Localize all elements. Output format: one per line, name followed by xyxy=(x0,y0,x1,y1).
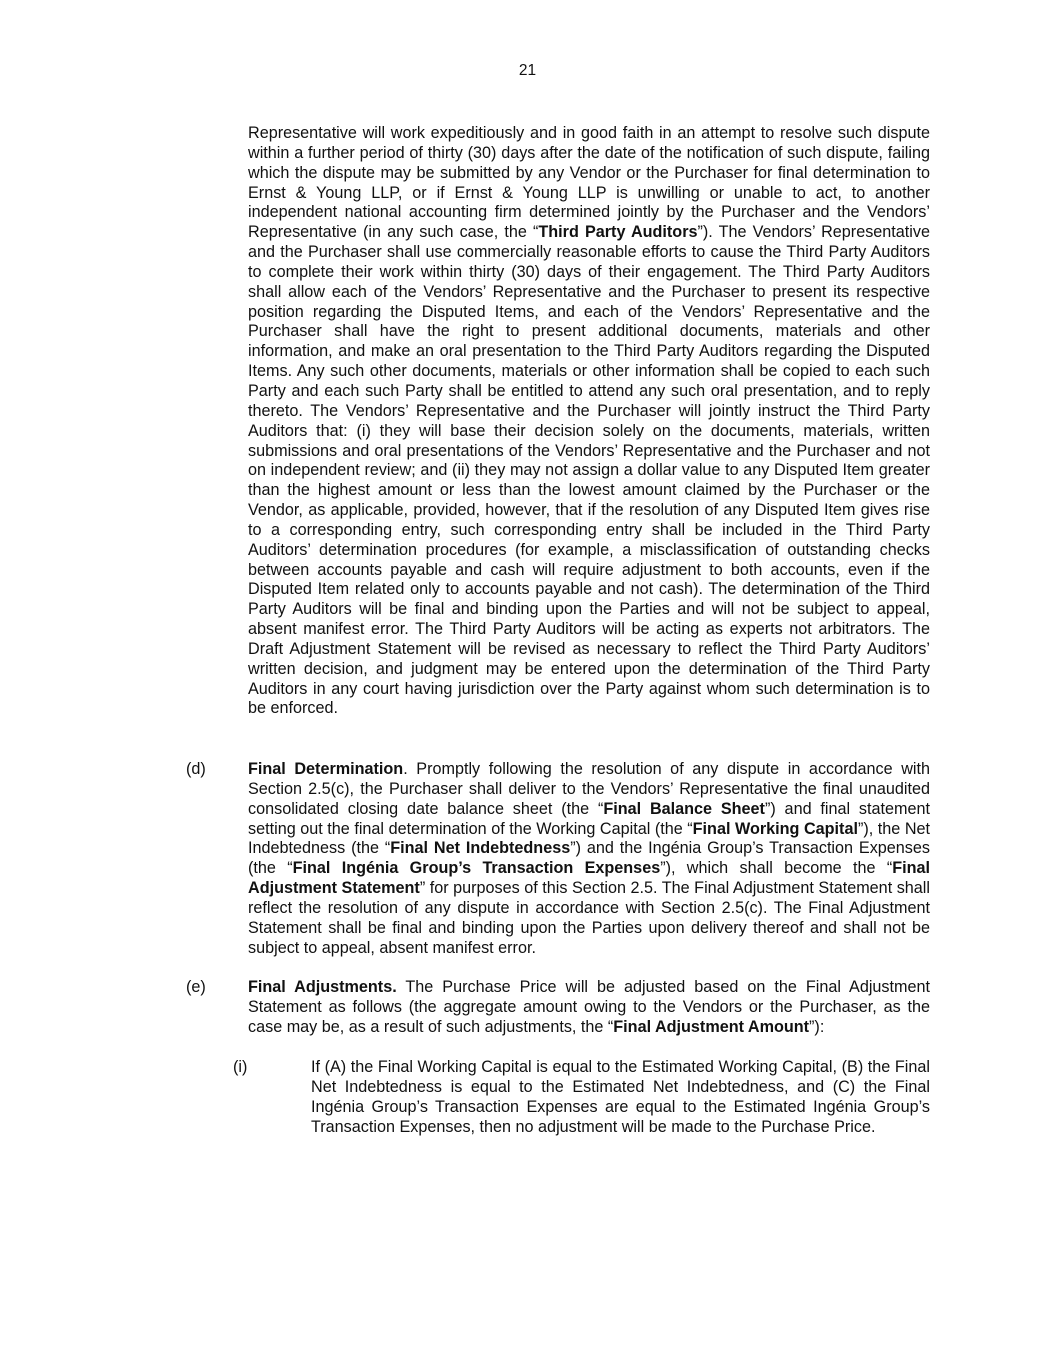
section-e-text-1: The Purchase Price will be adjusted based on the Final Adjustment Statement as follows (the aggregate amount owing to the Vendors or the Purchaser, as the case may be, as a result of such adjustments, the “ xyxy=(248,978,930,1036)
section-e-i-paragraph: If (A) the Final Working Capital is equal to the Estimated Working Capital, (B) the Final Net Indebtedness is equal to the Estimated Net Indebtedness, and (C) the Final Ingénia Group’s Transaction Expenses are equal to the Estimated Ingénia Group’s Transaction Expenses, then no adjustment will be made to the Purchase Price. xyxy=(311,1058,930,1136)
section-d-text-1: . Promptly following the resolution of any dispute in accordance with Section 2.5(c), the Purchaser shall deliver to the Vendors’ Representative the final unaudited consolidated closing date balance sheet (the “ xyxy=(248,760,930,818)
section-e-paragraph xyxy=(248,978,930,1038)
continuation-text-1: Representative will work expeditiously and in good faith in an attempt to resolve such dispute within a further period of thirty (30) days after the date of the notification of such dispute, failing which the dispute may be submitted by any Vendor or the Purchaser for final determination to Ernst & Young LLP, or if Ernst & Young LLP is unwilling or unable to act, to another independent national accounting firm determined jointly by the Purchaser and the Vendors’ Representative (in any such case, the “ xyxy=(248,124,930,242)
section-d-text-3: ”), the Net Indebtedness (the “ xyxy=(248,819,931,858)
continuation-text-2: ”). The Vendors’ Representative and the Purchaser shall use commercially reasonable efforts to cause the Third Party Auditors to complete their work within thirty (30) days of their engagement. The Third Party Auditors shall allow each of the Vendors’ Representative and the Purchaser to present its respective position regarding the Disputed Items, and each of the Vendors’ Representative and the Purchaser shall have the right to present additional documents, materials and other information, and make an oral presentation to the Third Party Auditors regarding the Disputed Items. Any such other documents, materials or other information shall be copied to each such Party and each such Party shall be entitled to attend any such oral presentation, and to reply thereto. The Vendors’ Representative and the Purchaser will jointly instruct the Third Party Auditors that: (i) they will base their decision solely on the documents, materials, written submissions and oral presentations of the Vendors’ Representative and the Purchaser and not on independent review; and (ii) they may not assign a dollar value to any Disputed Item greater than the highest amount or less than the lowest amount claimed by the Purchaser or the Vendor, as applicable, provided, however, that if the resolution of any Disputed Item gives rise to a corresponding entry, such corresponding entry shall be included in the Third Party Auditors’ determination procedures (for example, a misclassification of outstanding checks between accounts payable and cash will require adjustment to both accounts, even if the Disputed Item related only to accounts payable and not cash). The determination of the Third Party Auditors will be final and binding upon the Parties and will not be subject to appeal, absent manifest error. The Third Party Auditors will be acting as experts not arbitrators. The Draft Adjustment Statement will be revised as necessary to reflect the Third Party Auditors’ written decision, and judgment may be entered upon the determination of the Third Party Auditors in any court having jurisdiction over the Party against whom such determination is to be enforced. xyxy=(248,223,930,718)
section-d-marker: (d) xyxy=(186,760,206,778)
continuation-paragraph xyxy=(248,124,930,719)
section-e-marker: (e) xyxy=(186,978,206,996)
defined-term-final-adjustment-statement: Final Adjustment Statement xyxy=(248,859,930,898)
section-d-paragraph xyxy=(248,760,930,958)
defined-term-third-party-auditors: Third Party Auditors xyxy=(538,223,698,242)
section-d-text-5: ”), which shall become the “ xyxy=(660,859,893,878)
section-e-i-marker: (i) xyxy=(233,1058,248,1076)
section-e-text-2: ”): xyxy=(809,1017,825,1036)
section-d-text-4: ”) and the Ingénia Group’s Transaction Expenses (the “ xyxy=(248,839,931,878)
defined-term-final-transaction-expenses: Final Ingénia Group’s Transaction Expenses xyxy=(292,859,661,878)
section-e-heading: Final Adjustments. xyxy=(248,978,397,996)
defined-term-final-balance-sheet: Final Balance Sheet xyxy=(603,799,765,818)
page-number: 21 xyxy=(518,62,537,79)
section-d-text-6: ” for purposes of this Section 2.5. The Final Adjustment Statement shall reflect the resolution of any dispute in accordance with Section 2.5(c). The Final Adjustment Statement shall be final and binding upon the Parties upon delivery thereof and shall not be subject to appeal, absent manifest error. xyxy=(248,879,931,957)
defined-term-final-adjustment-amount: Final Adjustment Amount xyxy=(613,1017,810,1036)
section-d-text-2: ”) and final statement setting out the final determination of the Working Capital (the “ xyxy=(248,799,930,838)
section-d-heading: Final Determination xyxy=(248,760,404,778)
defined-term-final-working-capital: Final Working Capital xyxy=(692,819,858,838)
defined-term-final-net-indebtedness: Final Net Indebtedness xyxy=(390,839,571,858)
